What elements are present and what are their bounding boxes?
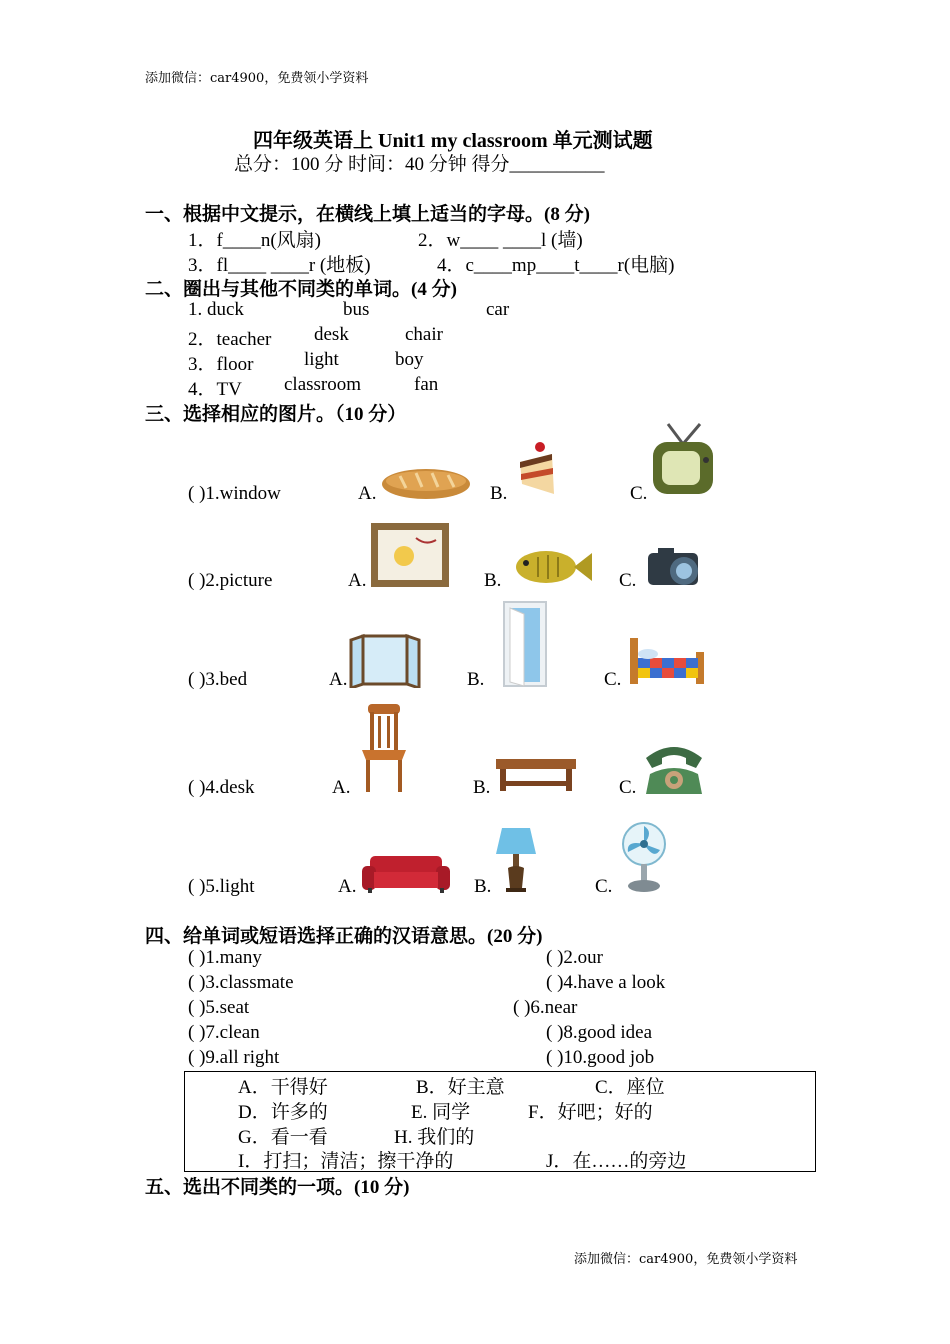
s3-q2-option-c: C. (619, 570, 637, 591)
s3-q2-option-a: A. (348, 570, 367, 591)
s2-r4-c3: fan (414, 374, 439, 395)
s4-option-i: I．打扫；清洁；擦干净的 (238, 1151, 454, 1172)
s3-q5-option-c: C. (595, 876, 613, 897)
s2-r4-c1: 4．TV (188, 379, 242, 400)
s1-line-3: 3．fl____ ____r (地板) (188, 255, 371, 276)
s3-question-1: ( )1.window (188, 483, 281, 504)
s4-item-3: ( )3.classmate (188, 972, 294, 993)
s4-option-a: A．干得好 (238, 1077, 328, 1098)
s3-q4-option-a: A. (332, 777, 351, 798)
s4-item-8: ( )8.good idea (546, 1022, 653, 1043)
section1-heading: 一、根据中文提示，在横线上填上适当的字母。(8 分) (145, 204, 590, 225)
s1-line-2: 2．w____ ____l (墙) (418, 230, 583, 251)
s3-q3-option-a: A. (329, 669, 348, 690)
section4-heading: 四、给单词或短语选择正确的汉语意思。(20 分) (145, 926, 543, 947)
s4-option-b: B．好主意 (416, 1077, 505, 1098)
section2-heading: 二、圈出与其他不同类的单词。(4 分) (145, 279, 457, 300)
s3-q1-option-c: C. (630, 483, 648, 504)
s4-option-f: F．好吧；好的 (528, 1102, 653, 1123)
s2-r1-c3: car (486, 299, 510, 320)
page-subtitle: 总分：100 分 时间：40 分钟 得分__________ (234, 154, 605, 175)
section5-heading: 五、选出不同类的一项。(10 分) (145, 1177, 410, 1198)
s3-question-2: ( )2.picture (188, 570, 273, 591)
s2-r4-c2: classroom (284, 374, 362, 395)
s3-q3-option-c: C. (604, 669, 622, 690)
s4-option-d: D．许多的 (238, 1102, 328, 1123)
s4-option-c: C．座位 (595, 1077, 665, 1098)
watermark-top: 添加微信：car4900，免费领小学资料 (145, 71, 369, 86)
camera-icon (646, 545, 704, 589)
s3-q1-option-b: B. (490, 483, 508, 504)
s2-r3-c3: boy (395, 349, 424, 370)
chair-icon (356, 702, 412, 794)
s3-question-5: ( )5.light (188, 876, 255, 897)
telephone-icon (640, 740, 708, 796)
s4-item-6: ( )6.near (513, 997, 578, 1018)
s2-r3-c2: light (304, 349, 339, 370)
s1-line-1: 1．f____n(风扇) (188, 230, 321, 251)
s4-item-4: ( )4.have a look (546, 972, 666, 993)
sofa-icon (360, 852, 452, 894)
s3-q2-option-b: B. (484, 570, 502, 591)
s2-r2-c1: 2．teacher (188, 329, 272, 350)
s3-q3-option-b: B. (467, 669, 485, 690)
s4-item-9: ( )9.all right (188, 1047, 280, 1068)
bed-icon (628, 630, 706, 688)
bread-icon (380, 466, 472, 502)
s4-option-h: H. 我们的 (394, 1127, 475, 1148)
s2-r1-c1: 1. duck (188, 299, 244, 320)
s3-q4-option-c: C. (619, 777, 637, 798)
fish-icon (508, 545, 592, 589)
table-icon (494, 757, 578, 793)
s4-item-7: ( )7.clean (188, 1022, 260, 1043)
s2-r2-c2: desk (314, 324, 349, 345)
s3-q1-option-a: A. (358, 483, 377, 504)
cake-icon (516, 440, 558, 500)
s4-option-g: G．看一看 (238, 1127, 328, 1148)
s4-option-j: J．在……的旁边 (546, 1151, 687, 1172)
s3-question-3: ( )3.bed (188, 669, 248, 690)
picture-frame-icon (370, 522, 450, 588)
fan-icon (620, 820, 668, 894)
watermark-bottom: 添加微信：car4900，免费领小学资料 (574, 1252, 798, 1267)
lamp-icon (494, 826, 538, 894)
door-icon (500, 600, 550, 688)
s4-item-1: ( )1.many (188, 947, 262, 968)
s3-question-4: ( )4.desk (188, 777, 255, 798)
window-icon (349, 632, 421, 688)
section3-heading: 三、选择相应的图片。（10 分） (145, 404, 407, 425)
s2-r1-c2: bus (343, 299, 370, 320)
s1-line-4: 4．c____mp____t____r(电脑) (437, 255, 675, 276)
s3-q5-option-a: A. (338, 876, 357, 897)
s2-r3-c1: 3．floor (188, 354, 254, 375)
tv-icon (650, 420, 716, 496)
s4-item-2: ( )2.our (546, 947, 603, 968)
s3-q5-option-b: B. (474, 876, 492, 897)
s4-option-e: E. 同学 (411, 1102, 471, 1123)
s3-q4-option-b: B. (473, 777, 491, 798)
s2-r2-c3: chair (405, 324, 443, 345)
s4-item-5: ( )5.seat (188, 997, 250, 1018)
s4-item-10: ( )10.good job (546, 1047, 655, 1068)
page-title: 四年级英语上 Unit1 my classroom 单元测试题 (253, 130, 653, 152)
